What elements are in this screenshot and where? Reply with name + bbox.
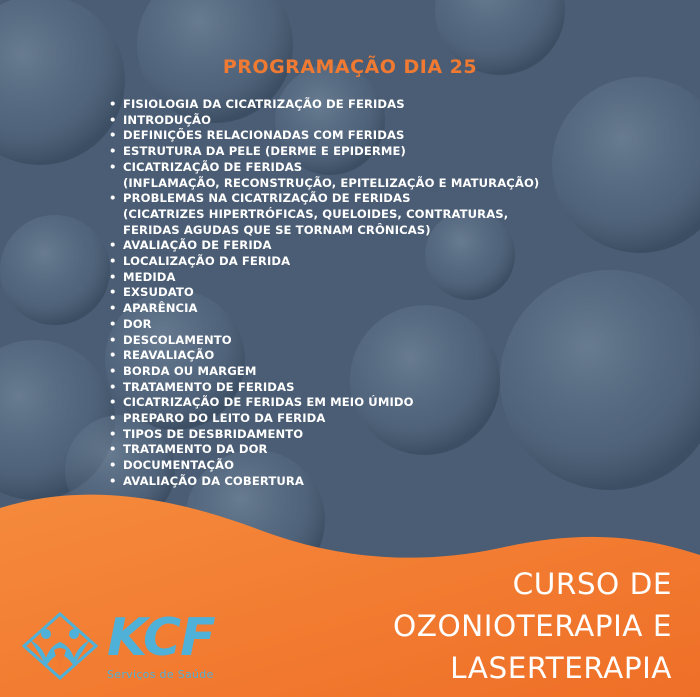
- bullet-icon: •: [109, 442, 117, 457]
- bullet-icon: •: [109, 97, 117, 111]
- list-item: [106, 301, 539, 317]
- list-item-label: AVALIAÇÃO DE FERIDA: [123, 238, 272, 253]
- list-item: [106, 238, 539, 254]
- course-title-line: CURSO DE: [512, 567, 672, 601]
- list-item: [106, 254, 539, 270]
- bullet-icon: •: [109, 238, 117, 253]
- list-item: [106, 144, 539, 160]
- list-item: [106, 191, 539, 238]
- bullet-icon: •: [109, 191, 117, 206]
- bullet-icon: •: [109, 348, 117, 363]
- logo-tagline: Serviços de Saúde: [107, 668, 214, 681]
- list-item-label: BORDA OU MARGEM: [123, 363, 257, 378]
- bullet-icon: •: [109, 363, 117, 378]
- bullet-icon: •: [109, 395, 117, 410]
- list-item-label: AVALIAÇÃO DA COBERTURA: [123, 473, 304, 488]
- list-item: [106, 427, 539, 443]
- list-item: [106, 442, 539, 458]
- bullet-icon: •: [109, 144, 117, 159]
- list-item: [106, 285, 539, 301]
- program-list: [106, 97, 539, 490]
- list-item-label: DEFINIÇÕES RELACIONADAS COM FERIDAS: [123, 128, 405, 143]
- list-item-label: MEDIDA: [123, 269, 176, 284]
- course-title-line: LASERTERAPIA: [450, 651, 672, 685]
- bullet-icon: •: [109, 254, 117, 269]
- bullet-icon: •: [109, 426, 117, 441]
- bullet-icon: •: [109, 301, 117, 316]
- list-item-detail: FERIDAS AGUDAS QUE SE TORNAM CRÔNICAS): [123, 222, 431, 237]
- list-item-label: FISIOLOGIA DA CICATRIZAÇÃO DE FERIDAS: [123, 97, 405, 111]
- list-item: [106, 364, 539, 380]
- list-item: [106, 380, 539, 396]
- list-item-label: PREPARO DO LEITO DA FERIDA: [123, 411, 326, 426]
- list-item-label: ESTRUTURA DA PELE (DERME E EPIDERME): [123, 144, 406, 159]
- list-item-label: TRATAMENTO DE FERIDAS: [123, 379, 295, 394]
- list-item-label: LOCALIZAÇÃO DA FERIDA: [123, 254, 291, 269]
- list-item-label: APARÊNCIA: [123, 301, 198, 316]
- list-item-label: DOCUMENTAÇÃO: [123, 458, 235, 473]
- list-item-label: TIPOS DE DESBRIDAMENTO: [123, 426, 304, 441]
- list-item-label: CICATRIZAÇÃO DE FERIDAS EM MEIO ÚMIDO: [123, 395, 414, 410]
- course-title-line: OZONIOTERAPIA E: [393, 609, 672, 643]
- bullet-icon: •: [109, 458, 117, 473]
- list-item: [106, 348, 539, 364]
- logo-wordmark: KCF: [107, 608, 215, 668]
- bullet-icon: •: [109, 285, 117, 300]
- list-item: [106, 474, 539, 490]
- course-title: [393, 563, 672, 689]
- list-item-label: EXSUDATO: [123, 285, 194, 300]
- list-item: [106, 411, 539, 427]
- bullet-icon: •: [109, 128, 117, 143]
- list-item: [106, 395, 539, 411]
- bullet-icon: •: [109, 411, 117, 426]
- list-item-detail: (CICATRIZES HIPERTRÓFICAS, QUELOIDES, CONTRATURAS,: [123, 206, 509, 221]
- list-item: [106, 270, 539, 286]
- list-item: [106, 128, 539, 144]
- list-item: [106, 160, 539, 191]
- bullet-icon: •: [109, 473, 117, 488]
- list-item-label: DOR: [123, 316, 152, 331]
- bullet-icon: •: [109, 269, 117, 284]
- bullet-icon: •: [109, 379, 117, 394]
- list-item: [106, 333, 539, 349]
- list-item: [106, 113, 539, 129]
- list-item-label: REAVALIAÇÃO: [123, 348, 215, 363]
- bullet-icon: •: [109, 316, 117, 331]
- program-title: PROGRAMAÇÃO DIA 25: [222, 56, 478, 78]
- list-item-label: CICATRIZAÇÃO DE FERIDAS: [123, 159, 303, 174]
- bullet-icon: •: [109, 332, 117, 347]
- people-figures-icon: [20, 610, 100, 682]
- list-item-label: DESCOLAMENTO: [123, 332, 232, 347]
- kcf-logo: [14, 606, 244, 690]
- list-item: [106, 317, 539, 333]
- list-item: [106, 97, 539, 113]
- list-item-detail: (INFLAMAÇÃO, RECONSTRUÇÃO, EPITELIZAÇÃO E MATURAÇÃO): [123, 175, 540, 190]
- list-item: [106, 458, 539, 474]
- list-item-label: INTRODUÇÃO: [123, 112, 212, 127]
- bullet-icon: •: [109, 159, 117, 174]
- bullet-icon: •: [109, 112, 117, 127]
- list-item-label: TRATAMENTO DA DOR: [123, 442, 268, 457]
- list-item-label: PROBLEMAS NA CICATRIZAÇÃO DE FERIDAS: [123, 191, 411, 206]
